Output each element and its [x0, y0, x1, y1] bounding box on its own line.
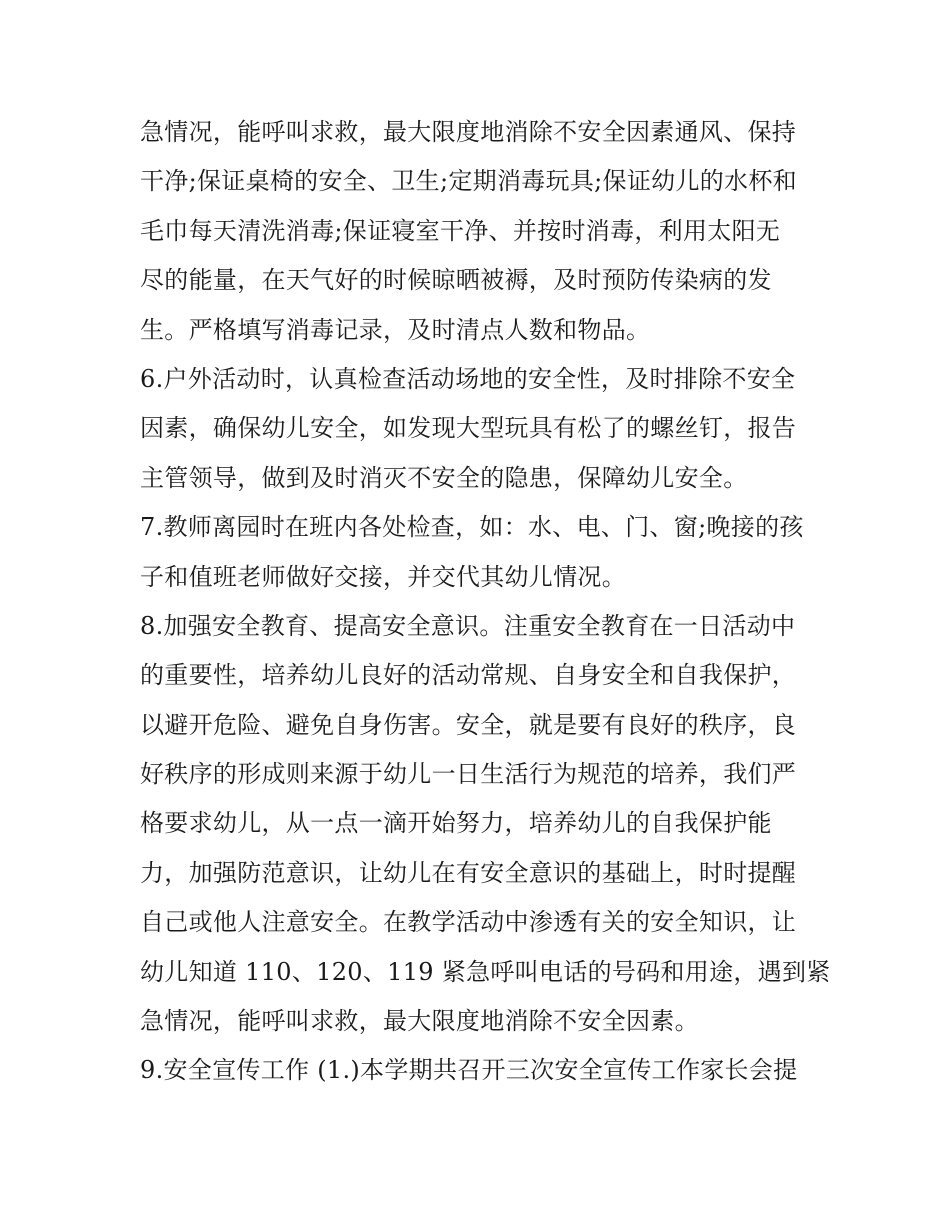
text-line: 以避开危险、避免自身伤害。安全，就是要有良好的秩序，良: [140, 710, 797, 739]
text-line: 幼儿知道 110、120、119 紧急呼叫电话的号码和用途，遇到紧: [140, 957, 831, 986]
text-line: 的重要性，培养幼儿良好的活动常规、自身安全和自我保护，: [140, 661, 797, 690]
text-line: 主管领导，做到及时消灭不安全的隐患，保障幼儿安全。: [140, 463, 748, 492]
text-line: 因素，确保幼儿安全，如发现大型玩具有松了的螺丝钉，报告: [140, 414, 797, 443]
text-line: 8.加强安全教育、提高安全意识。注重安全教育在一日活动中: [140, 611, 796, 640]
text-line: 毛巾每天清洗消毒;保证寝室干净、并按时消毒，利用太阳无: [140, 216, 781, 245]
text-line: 急情况，能呼叫求救，最大限度地消除不安全因素。: [140, 1007, 699, 1036]
text-line: 尽的能量，在天气好的时候晾晒被褥，及时预防传染病的发: [140, 266, 772, 295]
body-text: [140, 108, 830, 1096]
text-line: 好秩序的形成则来源于幼儿一日生活行为规范的培养，我们严: [140, 760, 797, 789]
text-line: 力，加强防范意识，让幼儿在有安全意识的基础上，时时提醒: [140, 858, 797, 887]
text-line: 自己或他人注意安全。在教学活动中渗透有关的安全知识，让: [140, 908, 797, 937]
text-line: 急情况，能呼叫求救，最大限度地消除不安全因素通风、保持: [140, 118, 797, 146]
text-line: 9.安全宣传工作 (1.)本学期共召开三次安全宣传工作家长会提: [140, 1056, 798, 1085]
text-line: 格要求幼儿，从一点一滴开始努力，培养幼儿的自我保护能: [140, 809, 772, 838]
text-line: 7.教师离园时在班内各处检查，如：水、电、门、窗;晚接的孩: [140, 513, 804, 542]
text-line: 6.户外活动时，认真检查活动场地的安全性，及时排除不安全: [140, 364, 796, 393]
text-line: 生。严格填写消毒记录，及时清点人数和物品。: [140, 315, 651, 344]
text-line: 干净;保证桌椅的安全、卫生;定期消毒玩具;保证幼儿的水杯和: [140, 167, 797, 196]
text-line: 子和值班老师做好交接，并交代其幼儿情况。: [140, 562, 626, 591]
